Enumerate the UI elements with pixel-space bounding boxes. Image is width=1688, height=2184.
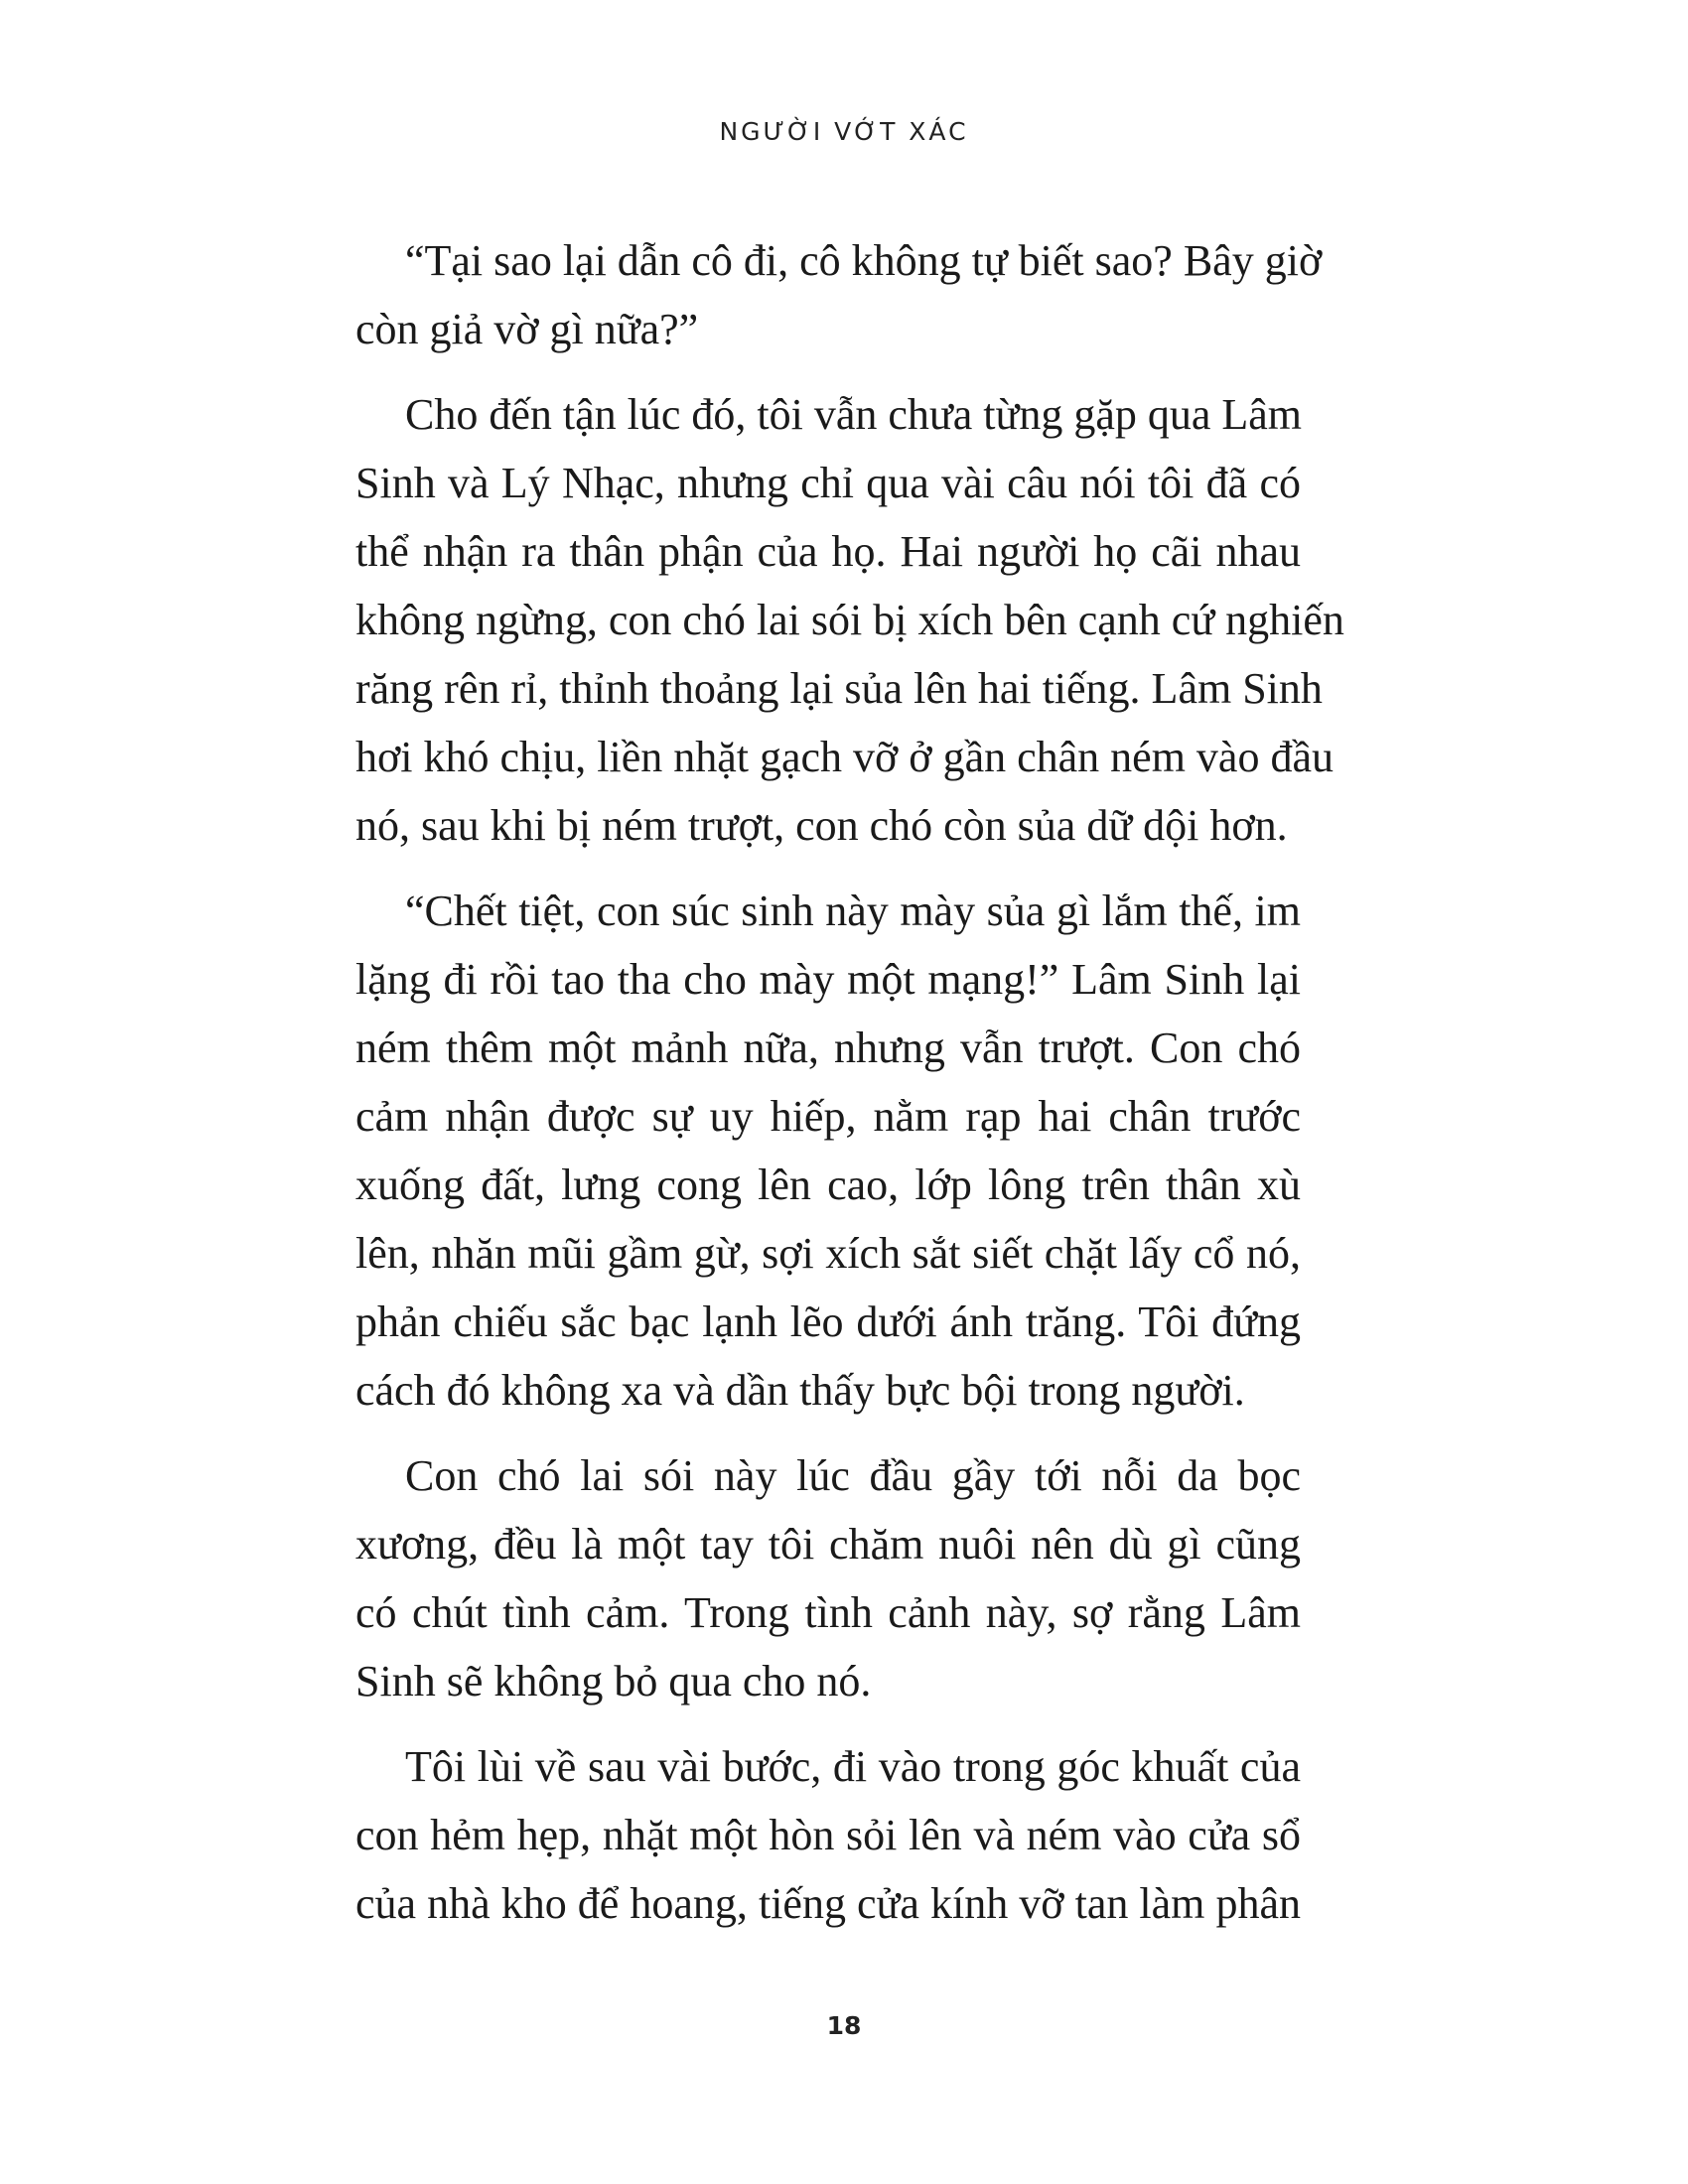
text-line: xương, đều là một tay tôi chăm nuôi nên dù gì cũng	[355, 1520, 1301, 1569]
page-number: 18	[826, 2011, 862, 2040]
running-header: NGƯỜI VỚT XÁC	[719, 117, 969, 146]
text-line: thể nhận ra thân phận của họ. Hai người họ cãi nhau	[355, 527, 1301, 576]
text-line: Cho đến tận lúc đó, tôi vẫn chưa từng gặp qua Lâm	[405, 390, 1303, 439]
text-line: Sinh và Lý Nhạc, nhưng chỉ qua vài câu nói tôi đã có	[355, 459, 1301, 507]
paragraph	[355, 380, 1344, 860]
text-line: xuống đất, lưng cong lên cao, lớp lông trên thân xù	[355, 1160, 1301, 1209]
text-line: Tôi lùi về sau vài bước, đi vào trong góc khuất của	[405, 1742, 1301, 1791]
text-line: phản chiếu sắc bạc lạnh lẽo dưới ánh trăng. Tôi đứng	[355, 1297, 1301, 1346]
text-line: nó, sau khi bị ném trượt, con chó còn sủa dữ dội hơn.	[355, 801, 1288, 850]
text-line: có chút tình cảm. Trong tình cảnh này, sợ rằng Lâm	[355, 1588, 1301, 1637]
paragraph	[355, 1441, 1301, 1715]
text-line: con hẻm hẹp, nhặt một hòn sỏi lên và ném vào cửa sổ	[355, 1811, 1301, 1859]
text-line: “Tại sao lại dẫn cô đi, cô không tự biết sao? Bây giờ	[405, 236, 1323, 285]
text-line: Sinh sẽ không bỏ qua cho nó.	[355, 1657, 872, 1706]
paragraph	[355, 226, 1323, 363]
body-text	[355, 226, 1344, 1955]
text-line: cách đó không xa và dần thấy bực bội trong người.	[355, 1366, 1245, 1415]
paragraph	[355, 877, 1301, 1425]
paragraph	[355, 1732, 1301, 1938]
text-line: còn giả vờ gì nữa?”	[355, 305, 699, 353]
text-line: của nhà kho để hoang, tiếng cửa kính vỡ tan làm phân	[355, 1879, 1301, 1928]
text-line: lên, nhăn mũi gầm gừ, sợi xích sắt siết chặt lấy cổ nó,	[355, 1229, 1301, 1278]
text-line: ném thêm một mảnh nữa, nhưng vẫn trượt. Con chó	[355, 1024, 1301, 1072]
text-line: cảm nhận được sự uy hiếp, nằm rạp hai chân trước	[355, 1092, 1301, 1141]
text-line: “Chết tiệt, con súc sinh này mày sủa gì lắm thế, im	[405, 887, 1301, 935]
text-line: Con chó lai sói này lúc đầu gầy tới nỗi da bọc	[405, 1451, 1301, 1500]
text-line: răng rên rỉ, thỉnh thoảng lại sủa lên hai tiếng. Lâm Sinh	[355, 664, 1323, 713]
text-line: hơi khó chịu, liền nhặt gạch vỡ ở gần chân ném vào đầu	[355, 733, 1334, 781]
text-line: lặng đi rồi tao tha cho mày một mạng!” Lâm Sinh lại	[355, 955, 1301, 1004]
text-line: không ngừng, con chó lai sói bị xích bên cạnh cứ nghiến	[355, 596, 1344, 644]
